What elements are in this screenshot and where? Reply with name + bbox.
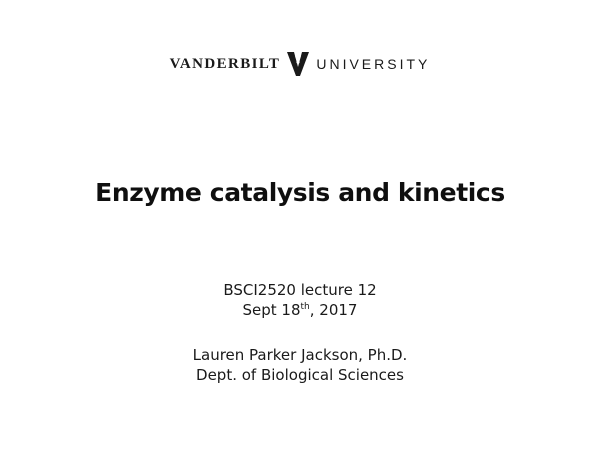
lecture-date <box>0 300 600 320</box>
author-info <box>0 345 600 385</box>
slide-title: Enzyme catalysis and kinetics <box>95 178 505 207</box>
author-name: Lauren Parker Jackson, Ph.D. <box>192 346 408 364</box>
date-prefix: Sept 18 <box>242 301 301 319</box>
course-line: BSCI2520 lecture 12 <box>223 281 377 299</box>
vanderbilt-emblem-icon <box>286 50 310 78</box>
university-logo <box>0 50 600 78</box>
date-suffix: , 2017 <box>309 301 358 319</box>
logo-right-word: UNIVERSITY <box>316 56 431 72</box>
date-superscript: th <box>300 302 310 312</box>
lecture-info <box>0 280 600 320</box>
department-name: Dept. of Biological Sciences <box>196 366 404 384</box>
logo-left-word: VANDERBILT <box>169 55 281 72</box>
